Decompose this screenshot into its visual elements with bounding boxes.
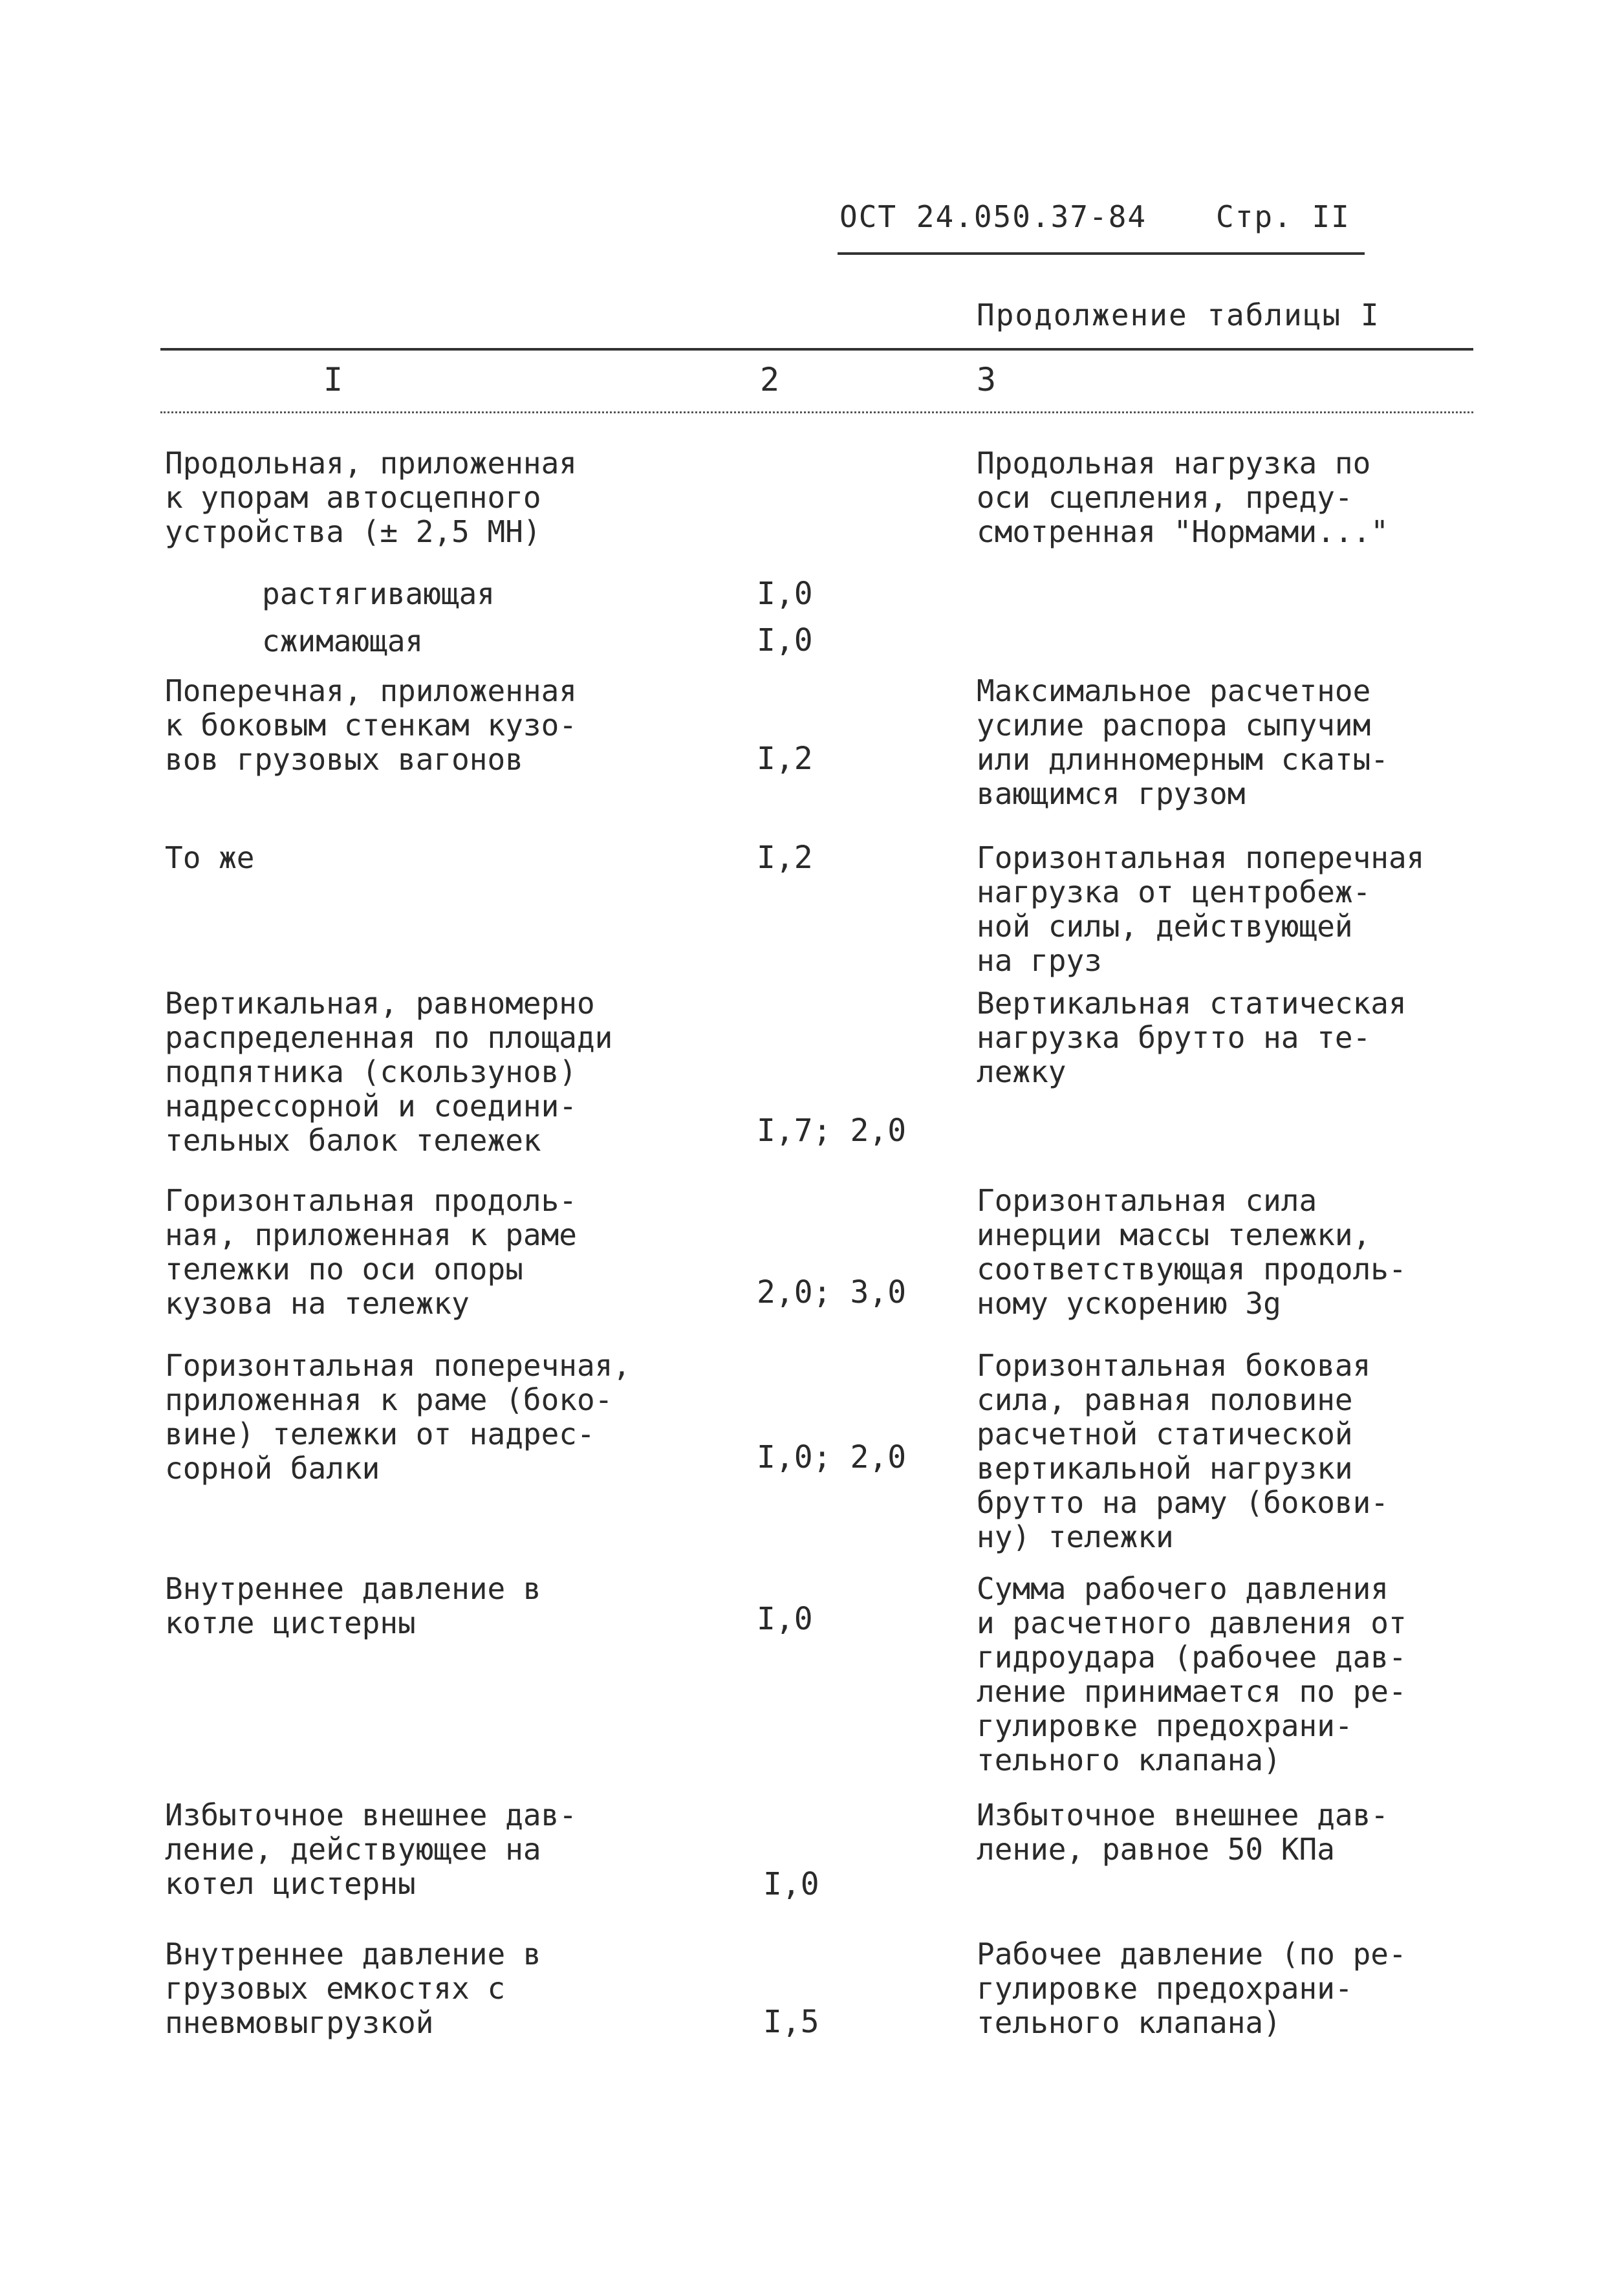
column-header-2: 2 [760, 361, 780, 398]
table-row-9-description: Внутреннее давление в котле цистерны [165, 1571, 541, 1640]
table-row-1-note: Продольная нагрузка по оси сцепления, преду- смотренная "Нормами..." [977, 446, 1389, 549]
table-row-7-note: Горизонтальная сила инерции массы тележки, соответствующая продоль- ному ускорению 3g [977, 1183, 1407, 1321]
table-row-8-note: Горизонтальная боковая сила, равная половине расчетной статической вертикальной нагрузки брутто на раму (бокови- ну) тележки [977, 1348, 1389, 1554]
table-row-2-coefficient: I,0 [757, 576, 813, 612]
table-row-4-description: Поперечная, приложенная к боковым стенкам кузо- вов грузовых вагонов [165, 673, 577, 777]
table-continuation-title: Продолжение таблицы I [977, 298, 1380, 332]
table-row-4-coefficient: I,2 [757, 741, 813, 777]
table-row-7-coefficient: 2,0; 3,0 [757, 1274, 907, 1310]
table-row-6-coefficient: I,7; 2,0 [757, 1113, 907, 1149]
table-row-5-coefficient: I,2 [757, 840, 813, 876]
table-row-9-coefficient: I,0 [757, 1601, 813, 1637]
table-top-rule [160, 348, 1473, 351]
table-row-10-note: Избыточное внешнее дав- ление, равное 50 КПа [977, 1798, 1389, 1867]
table-row-5-note: Горизонтальная поперечная нагрузка от центробеж- ной силы, действующей на груз [977, 840, 1425, 978]
table-row-4-note: Максимальное расчетное усилие распора сыпучим или длинномерным скаты- вающимся грузом [977, 673, 1389, 811]
table-row-6-description: Вертикальная, равномерно распределенная по площади подпятника (скользунов) надрессорной и соедини- тельных балок тележек [165, 986, 613, 1158]
table-row-10-description: Избыточное внешнее дав- ление, действующее на котел цистерны [165, 1798, 577, 1901]
table-row-11-note: Рабочее давление (по ре- гулировке предохрани- тельного клапана) [977, 1937, 1407, 2040]
table-row-1-description: Продольная, приложенная к упорам автосцепного устройства (± 2,5 МН) [165, 446, 577, 549]
table-row-9-note: Сумма рабочего давления и расчетного давления от гидроудара (рабочее дав- ление принимается по ре- гулировке предохрани- тельного клапана) [977, 1571, 1407, 1777]
table-row-8-coefficient: I,0; 2,0 [757, 1439, 907, 1475]
table-row-7-description: Горизонтальная продоль- ная, приложенная к раме тележки по оси опоры кузова на тележку [165, 1183, 577, 1321]
table-row-11-description: Внутреннее давление в грузовых емкостях с пневмовыгрузкой [165, 1937, 541, 2040]
table-row-6-note: Вертикальная статическая нагрузка брутто на те- лежку [977, 986, 1407, 1089]
header-underline [838, 252, 1365, 255]
table-row-3-description: сжимающая [262, 624, 424, 658]
column-header-3: 3 [977, 361, 997, 398]
table-row-3-coefficient: I,0 [757, 622, 813, 658]
table-row-2-description: растягивающая [262, 576, 495, 611]
document-code: ОСТ 24.050.37-84 [839, 199, 1147, 234]
table-row-10-coefficient: I,0 [763, 1866, 819, 1902]
table-header-rule [160, 411, 1473, 413]
table-row-5-description: То же [165, 840, 255, 875]
table-row-8-description: Горизонтальная поперечная, приложенная к раме (боко- вине) тележки от надрес- сорной балки [165, 1348, 631, 1486]
page-number: Стр. II [1216, 199, 1350, 234]
table-row-11-coefficient: I,5 [763, 2004, 819, 2040]
column-header-1: I [323, 361, 343, 398]
